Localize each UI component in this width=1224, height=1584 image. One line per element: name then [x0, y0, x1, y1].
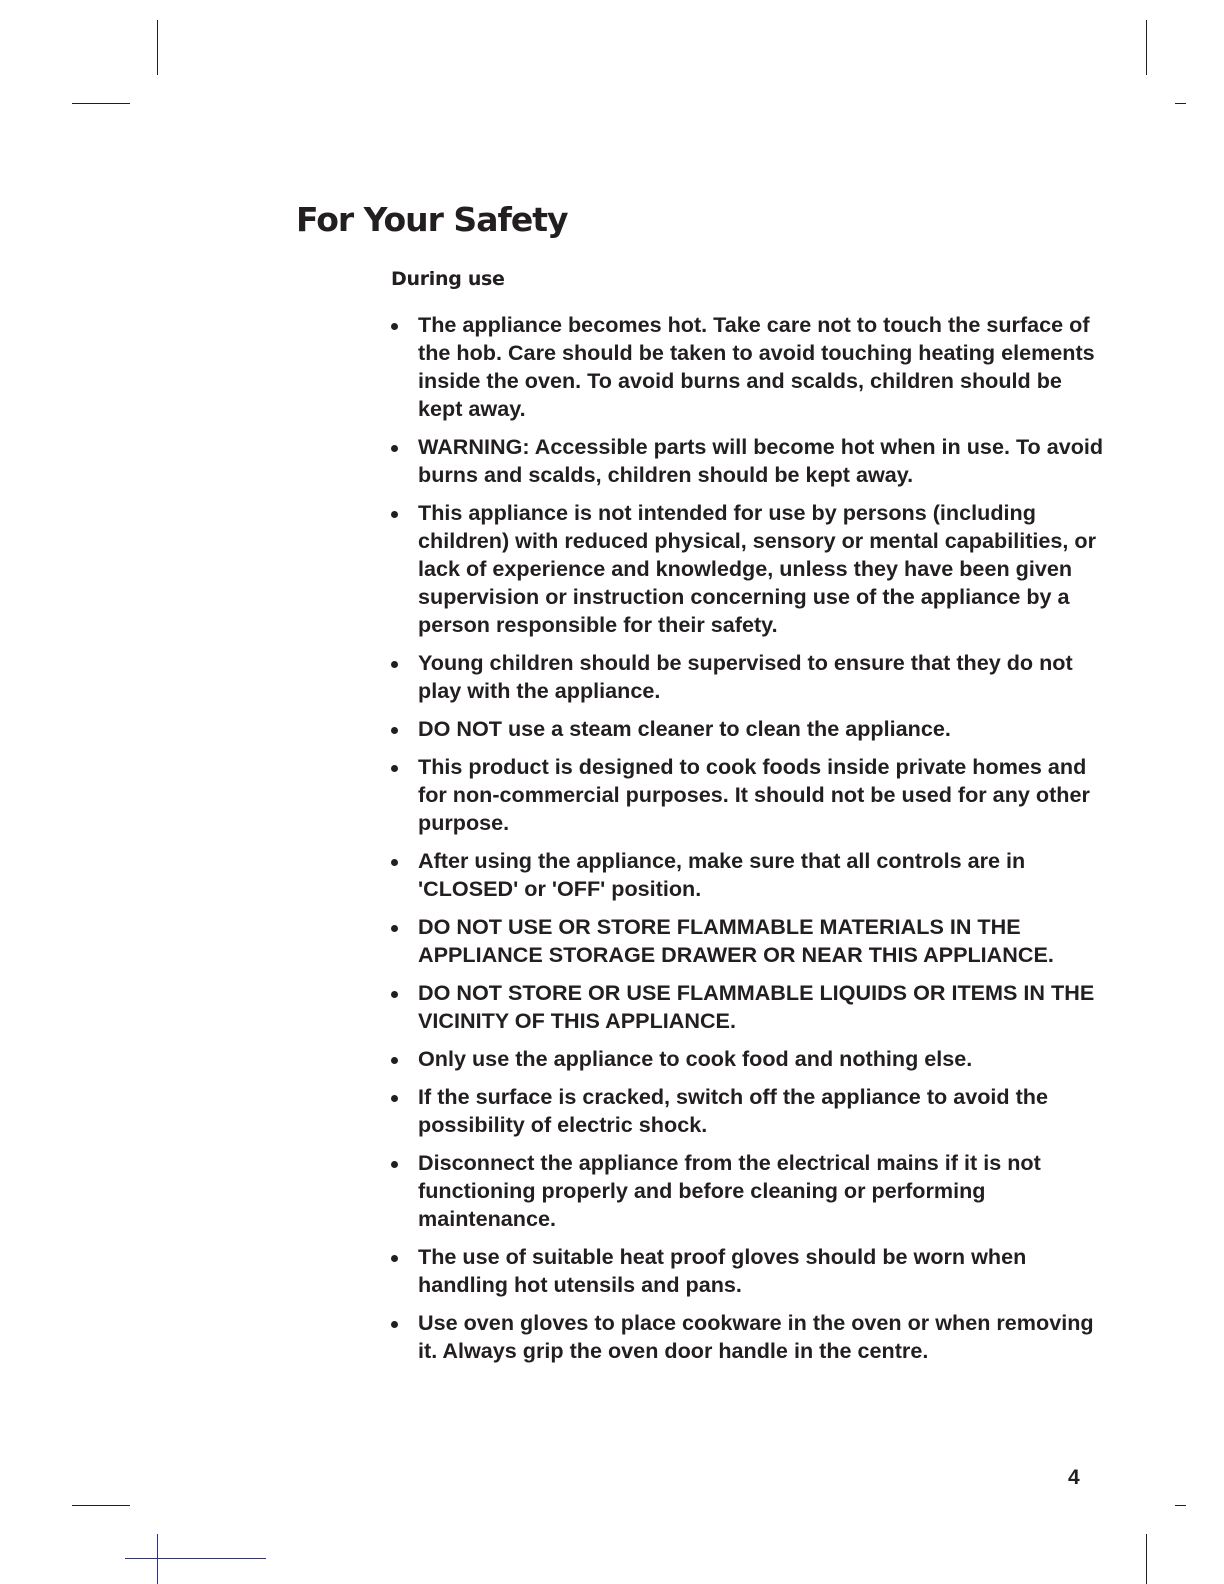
bullet-icon	[391, 765, 398, 772]
bullet-icon	[391, 991, 398, 998]
list-item-text: This product is designed to cook foods inside private homes and for non-commercial purposes. It should not be used for any other purpose.	[418, 754, 1090, 835]
list-item-text: Disconnect the appliance from the electrical mains if it is not functioning properly and before cleaning or performing maintenance.	[418, 1150, 1041, 1231]
bullet-icon	[391, 1095, 398, 1102]
page-title: For Your Safety	[296, 200, 568, 239]
list-item	[391, 1309, 1111, 1365]
bullet-icon	[391, 445, 398, 452]
list-item	[391, 499, 1111, 639]
list-item-text: If the surface is cracked, switch off the appliance to avoid the possibility of electric shock.	[418, 1084, 1048, 1137]
crop-mark-top-left-horizontal	[72, 103, 130, 104]
bullet-icon	[391, 727, 398, 734]
bullet-icon	[391, 859, 398, 866]
list-item-text: Only use the appliance to cook food and nothing else.	[418, 1046, 973, 1071]
list-item-text: Use oven gloves to place cookware in the oven or when removing it. Always grip the oven door handle in the centre.	[418, 1310, 1094, 1363]
safety-instructions-list	[391, 311, 1111, 1375]
list-item	[391, 433, 1111, 489]
bullet-icon	[391, 925, 398, 932]
list-item-text: The use of suitable heat proof gloves should be worn when handling hot utensils and pans.	[418, 1244, 1027, 1297]
list-item-text: Young children should be supervised to ensure that they do not play with the appliance.	[418, 650, 1073, 703]
list-item-text: WARNING: Accessible parts will become hot when in use. To avoid burns and scalds, children should be kept away.	[418, 434, 1104, 487]
list-item	[391, 1083, 1111, 1139]
list-item-text: DO NOT use a steam cleaner to clean the appliance.	[418, 716, 951, 741]
list-item-text: DO NOT STORE OR USE FLAMMABLE LIQUIDS OR ITEMS IN THE VICINITY OF THIS APPLIANCE.	[418, 980, 1095, 1033]
bullet-icon	[391, 1255, 398, 1262]
bullet-icon	[391, 323, 398, 330]
list-item	[391, 715, 1111, 743]
list-item-text: DO NOT USE OR STORE FLAMMABLE MATERIALS IN THE APPLIANCE STORAGE DRAWER OR NEAR THIS APPLIANCE.	[418, 914, 1054, 967]
list-item	[391, 1149, 1111, 1233]
list-item-text: The appliance becomes hot. Take care not to touch the surface of the hob. Care should be taken to avoid touching heating elements inside the oven. To avoid burns and scalds, children should be kept away.	[418, 312, 1095, 421]
crop-mark-top-right-vertical	[1146, 20, 1147, 75]
list-item	[391, 753, 1111, 837]
list-item	[391, 979, 1111, 1035]
list-item	[391, 649, 1111, 705]
bullet-icon	[391, 661, 398, 668]
section-heading: During use	[391, 268, 505, 290]
bullet-icon	[391, 1161, 398, 1168]
crop-mark-top-right-horizontal	[1175, 103, 1186, 104]
bullet-icon	[391, 1321, 398, 1328]
crop-mark-bottom-left-horizontal	[72, 1505, 130, 1506]
list-item	[391, 1243, 1111, 1299]
list-item	[391, 311, 1111, 423]
list-item	[391, 847, 1111, 903]
registration-line-bottom	[125, 1558, 266, 1559]
bullet-icon	[391, 1057, 398, 1064]
list-item	[391, 1045, 1111, 1073]
crop-mark-bottom-right-horizontal	[1175, 1505, 1186, 1506]
list-item-text: This appliance is not intended for use by persons (including children) with reduced physical, sensory or mental capabilities, or lack of experience and knowledge, unless they have been given supervision or instruction concerning use of the appliance by a person responsible for their safety.	[418, 500, 1096, 637]
crop-mark-bottom-right-vertical	[1146, 1534, 1147, 1584]
bullet-icon	[391, 511, 398, 518]
page-number: 4	[1068, 1466, 1080, 1489]
list-item	[391, 913, 1111, 969]
crop-mark-bottom-left-vertical	[157, 1534, 158, 1584]
crop-mark-top-left-vertical	[157, 20, 158, 75]
list-item-text: After using the appliance, make sure that all controls are in 'CLOSED' or 'OFF' position.	[418, 848, 1026, 901]
